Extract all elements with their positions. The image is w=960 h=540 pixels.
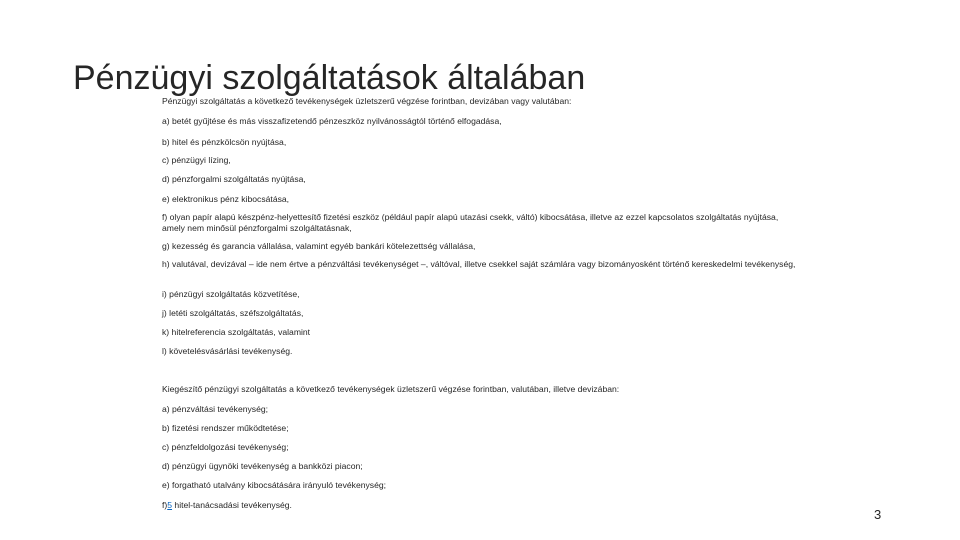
list-item-b: b) hitel és pénzkölcsön nyújtása, xyxy=(162,137,287,147)
list-item-h: h) valutával, devizával – ide nem értve a pénzváltási tevékenységet –, váltóval, illetve csekkel saját számlára vagy bizományosként történő kereskedelmi tevékenység, xyxy=(162,259,796,269)
list-item-2f-prefix: f) xyxy=(162,500,168,510)
list-item-l: l) követelésvásárlási tevékenység. xyxy=(162,346,293,356)
list-item-f: f) olyan papír alapú készpénz-helyettesítő fizetési eszköz (például papír alapú utazási csekk, váltó) kibocsátása, illetve az ezzel kapcsolatos szolgáltatás nyújtása, amely nem minősül pénzforgalmi szolgáltatásnak, xyxy=(162,212,779,233)
list-item-g: g) kezesség és garancia vállalása, valamint egyéb bankári kötelezettség vállalása, xyxy=(162,241,476,251)
list-item-e: e) elektronikus pénz kibocsátása, xyxy=(162,194,290,204)
list-item-j: j) letéti szolgáltatás, széfszolgáltatás, xyxy=(162,308,304,318)
list-item-2f-text: hitel-tanácsadási tevékenység. xyxy=(172,500,292,510)
list-item-c: c) pénzügyi lízing, xyxy=(162,155,231,165)
list-item-i: i) pénzügyi szolgáltatás közvetítése, xyxy=(162,289,300,299)
list-item-d: d) pénzforgalmi szolgáltatás nyújtása, xyxy=(162,174,306,184)
section2-intro: Kiegészítő pénzügyi szolgáltatás a következő tevékenységek üzletszerű végzése forintban, valutában, illetve devizában: xyxy=(162,384,620,394)
list-item-2b: b) fizetési rendszer működtetése; xyxy=(162,423,289,433)
footnote-link[interactable]: 5 xyxy=(167,500,173,510)
list-item-k: k) hitelreferencia szolgáltatás, valamint xyxy=(162,327,311,337)
list-item-2f xyxy=(162,500,802,511)
page-number: 3 xyxy=(874,507,882,522)
list-item-a: a) betét gyűjtése és más visszafizetendő pénzeszköz nyilvánosságtól történő elfogadása, xyxy=(162,116,502,126)
slide-title: Pénzügyi szolgáltatások általában xyxy=(73,59,586,97)
section1-intro: Pénzügyi szolgáltatás a következő tevékenységek üzletszerű végzése forintban, devizában vagy valutában: xyxy=(162,96,572,106)
list-item-2c: c) pénzfeldolgozási tevékenység; xyxy=(162,442,289,452)
list-item-2a: a) pénzváltási tevékenység; xyxy=(162,404,269,414)
list-item-2d: d) pénzügyi ügynöki tevékenység a bankközi piacon; xyxy=(162,461,363,471)
list-item-2e: e) forgatható utalvány kibocsátására irányuló tevékenység; xyxy=(162,480,387,490)
